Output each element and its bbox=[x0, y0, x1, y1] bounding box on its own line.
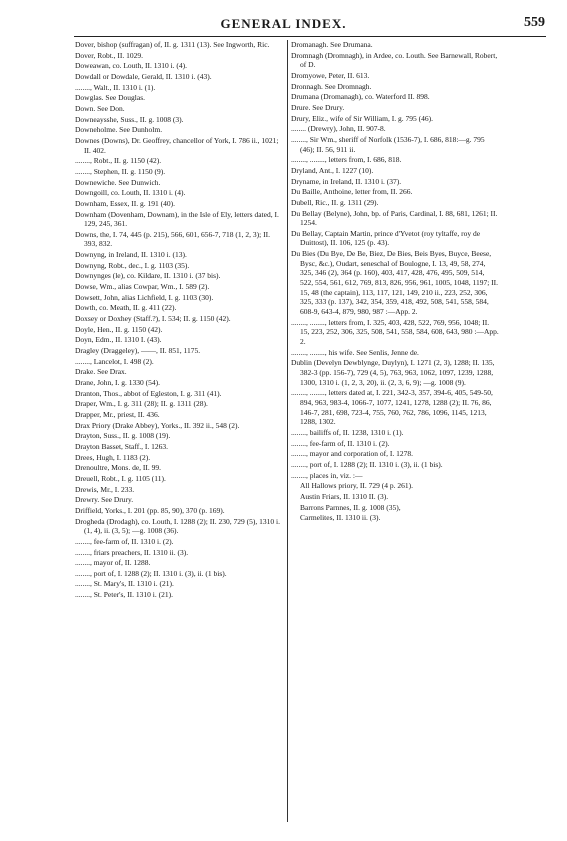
index-entry: ........, places in, viz. :— bbox=[291, 470, 363, 480]
index-entry: Austin Friars, II. 1310 II. (3). bbox=[300, 491, 389, 501]
index-entry: Doyn, Edm., II. 1310 I. (43). bbox=[75, 335, 162, 345]
index-entry: Dragley (Draggeley), ——, II. 851, 1175. bbox=[75, 346, 201, 356]
index-entry: Downyng, in Ireland, II. 1310 i. (13). bbox=[75, 250, 187, 260]
index-entry: Downs, the, I. 74, 445 (p. 215), 566, 601, 656-7, 718 (1, 2, 3); II. 393, 832. bbox=[75, 229, 270, 249]
index-entry: Drayton, Suss., II. g. 1008 (19). bbox=[75, 431, 171, 441]
index-entry: Downham (Dovenham, Downam), in the Isle of Ely, letters dated, I. 129, 245, 361. bbox=[75, 209, 279, 229]
index-entry: Dowsett, John, alias Lichfield, I. g. 1103 (30). bbox=[75, 292, 214, 302]
index-entry: Drane, John, I. g. 1330 (54). bbox=[75, 378, 160, 387]
index-entry: Dowdall or Dowdale, Gerald, II. 1310 i. (43). bbox=[75, 71, 212, 81]
index-entry: Dowglas. See Douglas. bbox=[75, 93, 145, 103]
index-entry: ........, ........, his wife. See Senlis, Jenne de. bbox=[291, 347, 419, 357]
index-column-right bbox=[291, 40, 499, 524]
index-entry: Drax Priory (Drake Abbey), Yorks., II. 392 ii., 548 (2). bbox=[75, 420, 240, 430]
index-entry: Dreuell, Robt., I. g. 1105 (11). bbox=[75, 473, 166, 483]
index-entry: Dover, Robt., II. 1029. bbox=[75, 50, 144, 60]
header-rule bbox=[74, 36, 546, 37]
running-header-title: GENERAL INDEX. bbox=[220, 16, 347, 31]
index-entry: Dryland, Ant., I. 1227 (10). bbox=[291, 165, 374, 175]
index-entry: ........, port of, I. 1288 (2); II. 1310 i. (3), ii. (1 bis). bbox=[75, 568, 227, 578]
index-entry: Dover, bishop (suffragan) of, II. g. 1311 (13). See Ingworth, Ric. bbox=[75, 40, 270, 49]
index-entry: Dowse, Wm., alias Cowpar, Wm., I. 589 (2). bbox=[75, 282, 210, 292]
index-entry: Dromnagh (Dromnagh), in Ardee, co. Louth. See Barnewall, Robert, of D. bbox=[291, 50, 498, 70]
index-entry: Du Bellay, Captain Martin, prince d'Yvetot (roy tyltaffe, roy de Duittost), II. 106, 125 (p. 43). bbox=[291, 228, 481, 248]
index-entry: Dronnagh. See Dromnagh. bbox=[291, 81, 372, 91]
index-entry: Downham, Essex, II. g. 191 (40). bbox=[75, 198, 175, 208]
index-entry: Doweawan, co. Louth, II. 1310 i. (4). bbox=[75, 61, 188, 71]
index-entry: ........, friars preachers, II. 1310 ii. (3). bbox=[75, 547, 189, 557]
index-entry: ........, ........, letters from, I. 325, 403, 428, 522, 769, 956, 1048; II. 15, 223, 252, 306, 325, 508, 541, 558, 584, 608, 643, 980 :—App. 2. bbox=[291, 317, 499, 347]
index-entry: Drewis, Mr., I. 233. bbox=[75, 484, 135, 494]
index-entry: Doyle, Hen., II. g. 1150 (42). bbox=[75, 324, 163, 334]
index-entry: Dromanagh. See Drumana. bbox=[291, 40, 373, 49]
index-entry: Drapper, Mr., priest, II. 436. bbox=[75, 409, 160, 419]
index-entry: Carmelites, II. 1310 ii. (3). bbox=[300, 513, 381, 523]
index-entry: ........, ........, letters from, I. 686, 818. bbox=[291, 155, 402, 165]
index-entry: ........ (Drewry), John, II. 907-8. bbox=[291, 124, 386, 134]
index-entry: Drenoultre, Mons. de, II. 99. bbox=[75, 463, 162, 473]
index-entry: Drees, Hugh, I. 1183 (2). bbox=[75, 452, 151, 462]
index-entry: ........, fee-farm of, II. 1310 i. (2). bbox=[75, 536, 174, 546]
index-entry: Du Bellay (Belyne), John, bp. of Paris, Cardinal, I. 88, 681, 1261; II. 1254. bbox=[291, 208, 498, 228]
index-entry: Dubell, Ric., II. g. 1311 (29). bbox=[291, 197, 379, 207]
index-entry: Draper, Wm., I. g. 311 (28); II. g. 1311 (28). bbox=[75, 399, 208, 409]
index-entry: ........, Robt., II. g. 1150 (42). bbox=[75, 156, 162, 166]
index-entry: ........, Walt., II. 1310 i. (1). bbox=[75, 82, 156, 92]
index-entry: ........, mayor of, II. 1288. bbox=[75, 558, 151, 568]
index-entry: Drewry. See Drury. bbox=[75, 495, 134, 505]
index-entry: Downynges (le), co. Kildare, II. 1310 i. (37 bis). bbox=[75, 271, 221, 281]
index-entry: Drogheda (Drodagh), co. Louth, I. 1288 (2); II. 230, 729 (5), 1310 i. (1, 4), ii. (3, 5); —g. 1008 (36). bbox=[75, 516, 280, 536]
index-entry: ........, Sir Wm., sheriff of Norfolk (1536-7), I. 686, 818:—g. 795 (46); II. 56, 911 ii. bbox=[291, 134, 485, 154]
index-entry: ........, Stephen, II. g. 1150 (9). bbox=[75, 166, 166, 176]
index-entry: ........, port of, I. 1288 (2); II. 1310 i. (3), ii. (1 bis). bbox=[291, 459, 443, 469]
index-entry: ........, bailiffs of, II. 1238, 1310 i. (1). bbox=[291, 427, 404, 437]
index-entry: ........, fee-farm of, II. 1310 i. (2). bbox=[291, 438, 390, 448]
index-entry: Downewiche. See Dunwich. bbox=[75, 177, 161, 187]
index-entry: ........, Lancelot, I. 498 (2). bbox=[75, 356, 154, 366]
index-entry: Drake. See Drax. bbox=[75, 367, 127, 377]
index-entry: Drure. See Drury. bbox=[291, 102, 345, 112]
index-entry: Dowth, co. Meath, II. g. 411 (22). bbox=[75, 303, 177, 313]
index-entry: Drayton Basset, Staff., I. 1263. bbox=[75, 441, 168, 451]
column-divider bbox=[287, 40, 288, 822]
index-entry: Down. See Don. bbox=[75, 103, 125, 113]
page-number: 559 bbox=[524, 15, 545, 30]
index-entry: Du Baille, Anthoine, letter from, II. 266. bbox=[291, 187, 413, 197]
index-entry: Drumana (Dromanagh), co. Waterford II. 898. bbox=[291, 92, 430, 102]
index-entry: Driffield, Yorks., I. 201 (pp. 85, 90), 370 (p. 169). bbox=[75, 505, 225, 515]
index-entry: All Hallows priory, II. 729 (4 p. 261). bbox=[300, 481, 414, 491]
index-entry: Downyng, Robt., dec., I. g. 1103 (35). bbox=[75, 260, 190, 270]
index-entry: Drury, Eliz., wife of Sir William, I. g. 795 (46). bbox=[291, 113, 433, 123]
index-entry: ........, St. Mary's, II. 1310 i. (21). bbox=[75, 579, 174, 589]
index-entry: Downeholme. See Dunholm. bbox=[75, 125, 163, 135]
index-entry: ........, ........, letters dated at, I. 221, 342-3, 357, 394-6, 405, 549-50, 894, 963, 983-4, 1066-7, 1077, 1241, 1278, 1288 (2); II. 76, 86, 146-7, 281, 698, 723-4, 755, 760, 762, 786, 1096, 1145, 1213, 1288, 1302. bbox=[291, 388, 493, 427]
index-entry: ........, mayor and corporation of, I. 1278. bbox=[291, 449, 414, 459]
index-entry: Dryname, in Ireland, II. 1310 i. (37). bbox=[291, 176, 402, 186]
index-entry: Dranton, Thos., abbot of Egleston, I. g. 311 (41). bbox=[75, 388, 222, 398]
index-entry: Downes (Downs), Dr. Geoffrey, chancellor of York, I. 786 ii., 1021; II. 402. bbox=[75, 135, 279, 155]
index-entry: Dublin (Develyn Dewblynge, Duylyn), I. 1271 (2, 3), 1288; II. 135, 382-3 (pp. 156-7), 729 (4, 5), 763, 963, 1062, 1097, 1239, 1288, 1300, 1310 i. (1, 2, 3, 20), ii. (2, 3, 6, 9); —g. 1008 (9). bbox=[291, 358, 495, 387]
index-entry: Du Bies (Du Bye, De Be, Biez, De Bies, Beis Byes, Buyce, Beese, Bysc, &c.), Oudart, seneschal of Boulogne, I. 13, 49, 58, 274, 325, 346 (2), 364 (p. 160), 403, 417, 428, 476, 495, 509, 514, 522, 554, 561, 612, 769, 813, 826, 956, 961, 1005, 1048, 1197; II. 15, 48 (the captain), 113, 117, 121, 149, 210 ii., 223, 252, 306, 325, 333 (p. 137), 342, 354, 359, 418, 492, 508, 541, 558, 584, 608-9, 643-4, 879, 980, 987 :—App. 2. bbox=[291, 249, 499, 317]
index-entry: Downgoill, co. Louth, II. 1310 i. (4). bbox=[75, 188, 186, 198]
index-entry: Barrons Parnnes, II. g. 1008 (35), bbox=[300, 502, 401, 512]
index-entry: Doxsey or Doxhey (Staff.?), I. 534; II. g. 1150 (42). bbox=[75, 314, 231, 324]
index-entry: Downeaysshe, Suss., II. g. 1008 (3). bbox=[75, 114, 184, 124]
index-column-left bbox=[75, 40, 283, 601]
index-entry: ........, St. Peter's, II. 1310 i. (21). bbox=[75, 590, 174, 600]
index-entry: Dromyowe, Peter, II. 613. bbox=[291, 70, 370, 80]
